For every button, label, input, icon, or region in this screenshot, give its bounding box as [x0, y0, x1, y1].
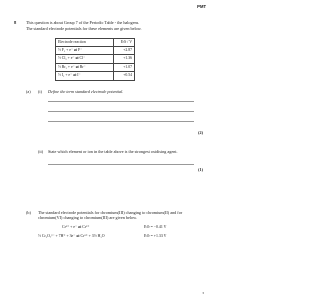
part-a-ii-label: (ii): [38, 149, 44, 154]
question-intro-line-1: This question is about Group 7 of the Periodic Table - the halogens.: [26, 20, 140, 25]
part-a-ii-marks: (1): [198, 167, 203, 172]
table-row: [56, 46, 135, 55]
table-cell-reaction: ½ I₂ + e⁻ ⇌ I⁻: [56, 72, 114, 81]
table-row: [56, 72, 135, 81]
equation-1-potential: E⊖ = −0.41 V: [144, 225, 167, 229]
answer-line[interactable]: [48, 164, 194, 165]
part-a-i-marks: (2): [198, 130, 203, 135]
answer-line[interactable]: [48, 111, 194, 112]
table-cell-reaction: ½ Br₂ + e⁻ ⇌ Br⁻: [56, 63, 114, 72]
table-header-row: [56, 39, 135, 47]
equation-2-potential: E⊖ = +1.33 V: [144, 234, 167, 238]
part-a-i-label: (i): [38, 89, 42, 94]
question-number: 8: [14, 20, 17, 25]
equation-1: Cr³⁺ + e⁻ ⇌ Cr²⁺: [62, 225, 90, 229]
electrode-potential-table: [55, 38, 135, 81]
table-cell-reaction: ½ Cl₂ + e⁻ ⇌ Cl⁻: [56, 55, 114, 64]
part-b-text-line-2: chromium(VI) changing to chromium(III) are given below.: [38, 215, 137, 220]
table-cell-value: +1.36: [114, 55, 135, 64]
part-b-text-line-1: The standard electrode potentials for chromium(III) changing to chromium(II) and for: [38, 210, 183, 215]
table-cell-reaction: ½ F₂ + e⁻ ⇌ F⁻: [56, 46, 114, 55]
part-a-ii-text: State which element or ion in the table above is the strongest oxidising agent.: [48, 149, 178, 154]
table-header-potential: E⊖ / V: [114, 39, 135, 47]
page-code: PMT: [197, 4, 206, 9]
part-b-label: (b): [26, 210, 31, 215]
table-row: [56, 63, 135, 72]
part-a-label: (a): [26, 89, 31, 94]
table-cell-value: +2.87: [114, 46, 135, 55]
equation-2: ½ Cr₂O₇²⁻ + 7H⁺ + 3e⁻ ⇌ Cr³⁺ + 3½ H₂O: [38, 234, 105, 238]
table-header-reaction: Electrode reaction: [56, 39, 114, 47]
page-number: 3: [202, 291, 204, 295]
part-a-i-text: Define the term standard electrode potential.: [48, 89, 124, 94]
table-cell-value: +1.07: [114, 63, 135, 72]
table-cell-value: +0.54: [114, 72, 135, 81]
question-intro-line-2: The standard electrode potentials for these elements are given below.: [26, 25, 142, 31]
table-row: [56, 55, 135, 64]
answer-line[interactable]: [48, 101, 194, 102]
answer-line[interactable]: [48, 121, 194, 122]
